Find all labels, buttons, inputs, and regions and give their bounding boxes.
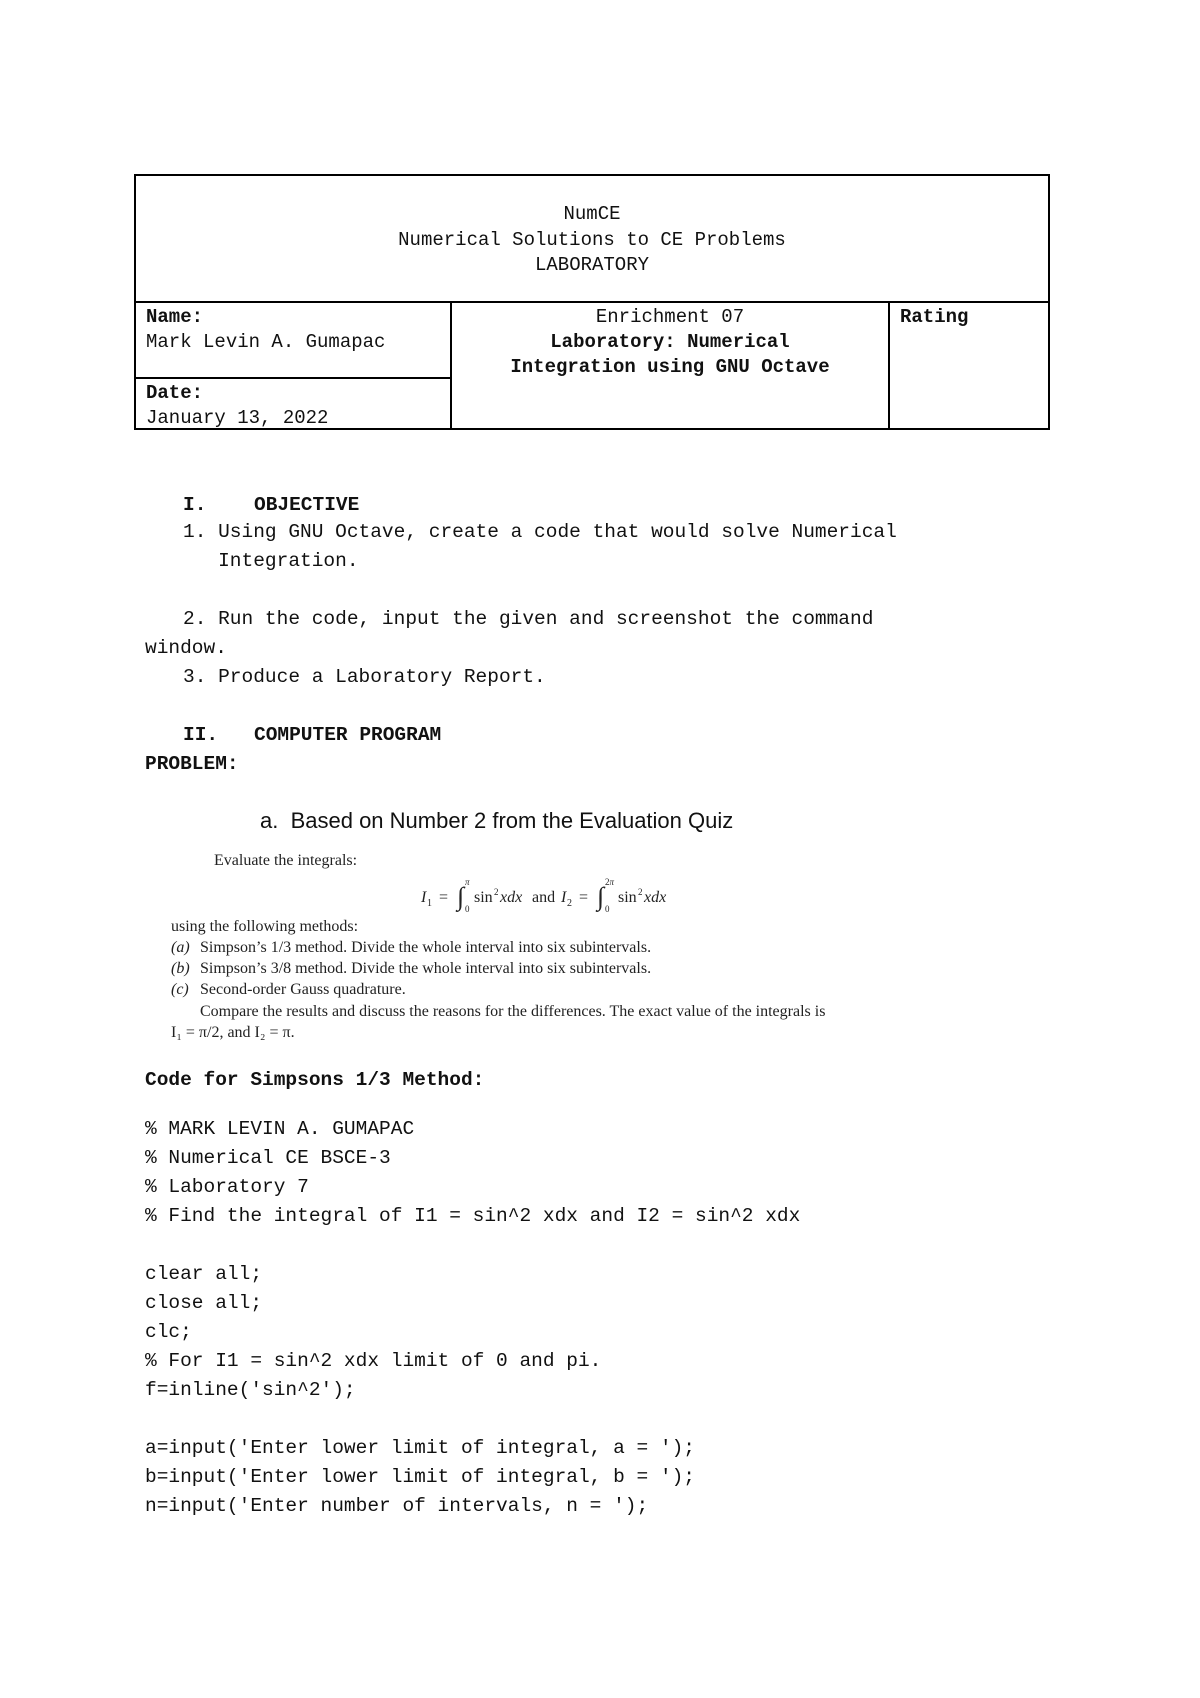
svg-text:I: I: [561, 889, 567, 906]
objective-heading: OBJECTIVE: [254, 494, 360, 516]
svg-text:2: 2: [567, 898, 572, 909]
course-title: Numerical Solutions to CE Problems: [398, 228, 786, 251]
method-a-tag: (a): [171, 939, 190, 956]
code-line: close all;: [145, 1292, 263, 1314]
date-cell: [136, 379, 452, 428]
svg-text:xdx: xdx: [644, 889, 667, 906]
objective-item-3: 3. Produce a Laboratory Report.: [183, 666, 546, 688]
code-line: % Find the integral of I1 = sin^2 xdx and I2 = sin^2 xdx: [145, 1205, 801, 1227]
compare-text: Compare the results and discuss the reasons for the differences. The exact value of the integrals is: [200, 1003, 826, 1020]
svg-text:∫: ∫: [457, 882, 465, 911]
date-label: Date:: [146, 382, 204, 404]
rating-cell: [890, 303, 1048, 428]
svg-text:xdx: xdx: [500, 889, 523, 906]
code-line: % MARK LEVIN A. GUMAPAC: [145, 1118, 415, 1140]
code-line: f=inline('sin^2');: [145, 1379, 356, 1401]
svg-text:=: =: [439, 889, 449, 906]
header-table: [134, 174, 1050, 430]
problem-label: PROBLEM:: [145, 753, 239, 775]
course-code: NumCE: [563, 203, 621, 225]
method-b-tag: (b): [171, 960, 190, 977]
objective-item-1-cont: Integration.: [183, 550, 359, 572]
exact-values: I₁ = π/2, and I₂ = π.: [171, 1024, 295, 1041]
method-c: Second-order Gauss quadrature.: [200, 981, 406, 998]
activity-title-line-1: Laboratory: Numerical: [550, 331, 790, 353]
objective-heading-number: I.: [183, 494, 207, 516]
problem-evaluate: Evaluate the integrals:: [214, 852, 358, 869]
integral-and: and: [532, 889, 556, 906]
code-line: n=input('Enter number of intervals, n = ');: [145, 1495, 649, 1517]
svg-text:=: =: [579, 889, 589, 906]
code-line: % Laboratory 7: [145, 1176, 309, 1198]
rating-label: Rating: [900, 306, 969, 328]
method-b: Simpson’s 3/8 method. Divide the whole interval into six subintervals.: [200, 960, 652, 977]
name-cell: [136, 303, 452, 379]
objective-item-2-cont: window.: [145, 637, 227, 659]
problem-title: a. Based on Number 2 from the Evaluation Quiz: [260, 808, 734, 833]
code-heading: Code for Simpsons 1/3 Method:: [145, 1069, 485, 1091]
objective-item-2: 2. Run the code, input the given and screenshot the command: [183, 608, 874, 630]
activity-number: Enrichment 07: [595, 306, 745, 328]
svg-text:∫: ∫: [597, 882, 605, 911]
svg-text:sin: sin: [618, 889, 637, 906]
svg-text:0: 0: [465, 904, 470, 914]
activity-cell: [452, 303, 890, 428]
method-a: Simpson’s 1/3 method. Divide the whole interval into six subintervals.: [200, 939, 652, 956]
svg-text:2: 2: [494, 887, 499, 897]
svg-text:2: 2: [638, 887, 643, 897]
code-line: clear all;: [145, 1263, 263, 1285]
code-line: % For I1 = sin^2 xdx limit of 0 and pi.: [145, 1350, 602, 1372]
svg-text:π: π: [465, 877, 470, 887]
date-value: January 13, 2022: [146, 407, 329, 429]
svg-text:sin: sin: [474, 889, 493, 906]
svg-text:I: I: [421, 889, 427, 906]
code-line: a=input('Enter lower limit of integral, a = ');: [145, 1437, 695, 1459]
code-line: % Numerical CE BSCE-3: [145, 1147, 391, 1169]
svg-text:2π: 2π: [605, 877, 615, 887]
program-heading-number: II.: [183, 724, 219, 746]
objective-item-1: 1. Using GNU Octave, create a code that would solve Numerical: [183, 521, 897, 543]
course-header: [136, 176, 1048, 303]
activity-title-line-2: Integration using GNU Octave: [510, 356, 830, 378]
methods-intro: using the following methods:: [171, 918, 359, 935]
program-heading: COMPUTER PROGRAM: [254, 724, 442, 746]
course-type: LABORATORY: [534, 254, 650, 276]
svg-text:1: 1: [427, 898, 432, 909]
method-c-tag: (c): [171, 981, 189, 998]
svg-text:0: 0: [605, 904, 610, 914]
integral-equations: [415, 876, 690, 916]
code-line: b=input('Enter lower limit of integral, b = ');: [145, 1466, 695, 1488]
name-value: Mark Levin A. Gumapac: [146, 331, 386, 353]
name-label: Name:: [146, 306, 204, 328]
code-line: clc;: [145, 1321, 192, 1343]
